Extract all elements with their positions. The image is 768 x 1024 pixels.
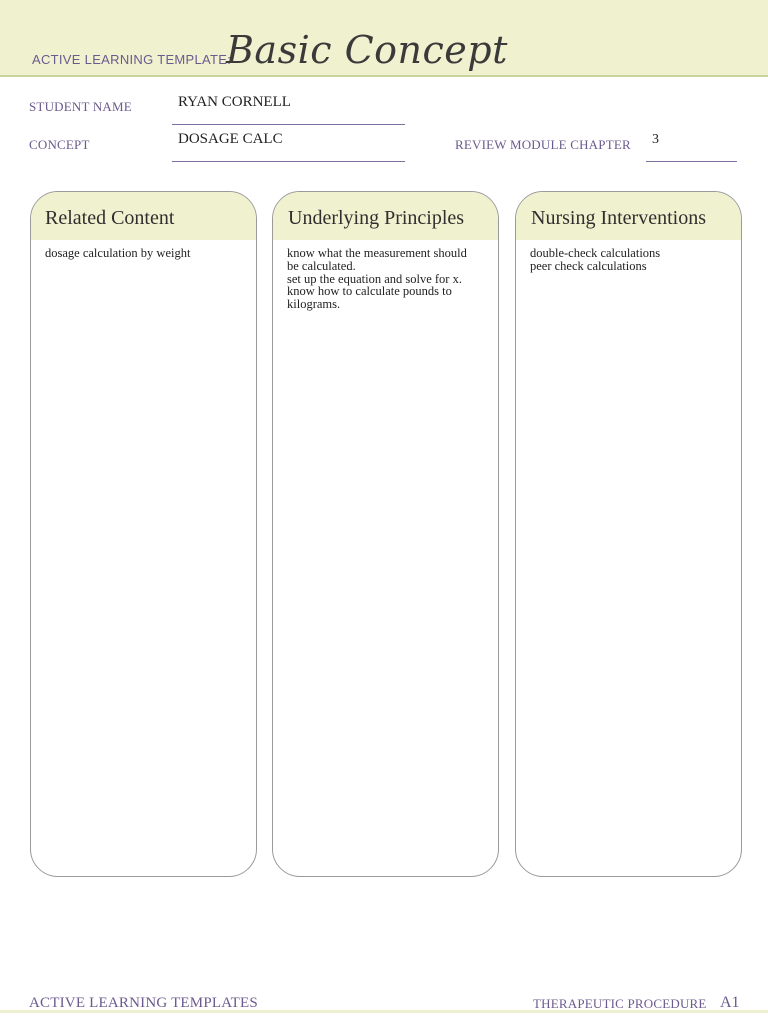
concept-underline bbox=[172, 161, 405, 162]
card-header bbox=[516, 192, 741, 240]
page-title: Basic Concept bbox=[226, 28, 508, 72]
student-name-field[interactable]: RYAN CORNELL bbox=[178, 94, 291, 110]
card-text-area[interactable] bbox=[31, 240, 256, 260]
template-prefix: ACTIVE LEARNING TEMPLATE: bbox=[32, 52, 232, 67]
student-name-underline bbox=[172, 124, 405, 125]
card-header bbox=[31, 192, 256, 240]
card-text-area[interactable] bbox=[516, 240, 741, 273]
footer-page-code: A1 bbox=[720, 994, 740, 1011]
student-name-label: STUDENT NAME bbox=[29, 99, 132, 114]
card-text-line: know what the measurement should bbox=[287, 246, 467, 260]
card-text-line: know how to calculate pounds to bbox=[287, 284, 452, 299]
review-module-field[interactable]: 3 bbox=[652, 132, 659, 147]
review-module-label: REVIEW MODULE CHAPTER bbox=[455, 137, 631, 152]
underlying-principles-card bbox=[272, 191, 499, 877]
concept-field[interactable]: DOSAGE CALC bbox=[178, 131, 283, 147]
card-text-line: kilograms. bbox=[287, 297, 341, 312]
footer-template-name: ACTIVE LEARNING TEMPLATES bbox=[29, 995, 258, 1011]
card-title: Nursing Interventions bbox=[531, 207, 706, 229]
card-title: Related Content bbox=[45, 207, 175, 229]
card-text-line: peer check calculations bbox=[530, 258, 647, 273]
card-header bbox=[273, 192, 498, 240]
card-text-area[interactable] bbox=[273, 240, 498, 311]
card-text-line: set up the equation and solve for x. bbox=[287, 271, 462, 286]
card-text-line: double-check calculations bbox=[530, 246, 661, 260]
nursing-interventions-card bbox=[515, 191, 742, 877]
related-content-card bbox=[30, 191, 257, 877]
review-module-underline bbox=[646, 161, 737, 162]
card-title: Underlying Principles bbox=[288, 207, 465, 229]
header-band bbox=[0, 0, 768, 77]
footer-category: THERAPEUTIC PROCEDURE bbox=[533, 996, 707, 1011]
card-text-line: be calculated. bbox=[287, 258, 356, 273]
card-text-line: dosage calculation by weight bbox=[45, 246, 191, 260]
concept-label: CONCEPT bbox=[29, 137, 90, 152]
footer-rule bbox=[0, 1010, 768, 1013]
